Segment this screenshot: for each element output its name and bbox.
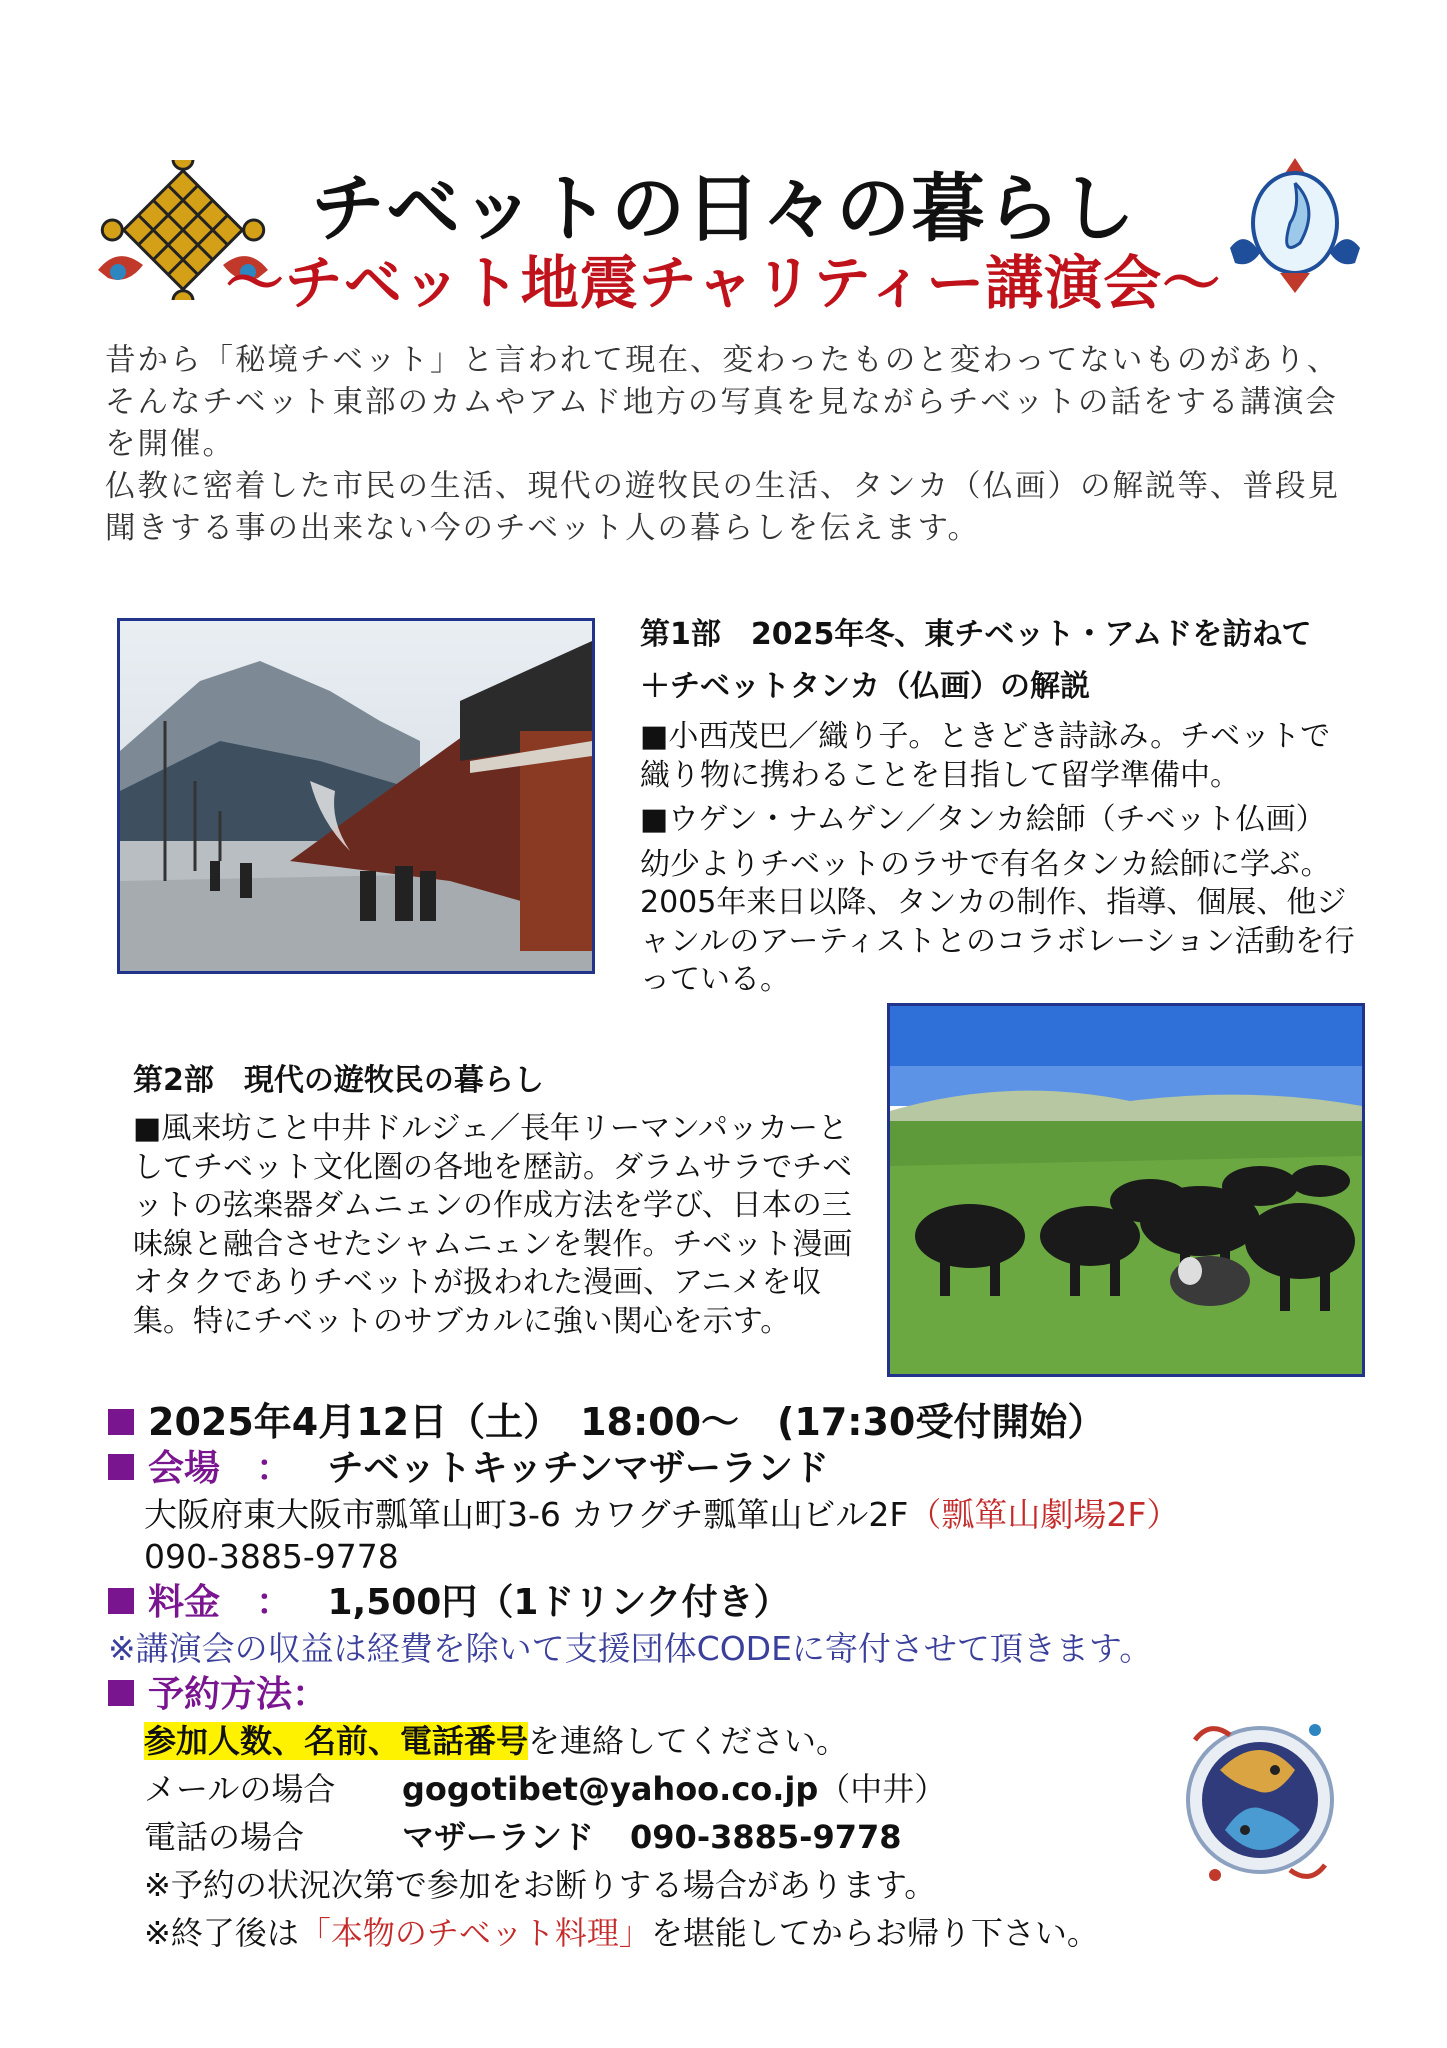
reservation-text: を連絡してください。 <box>528 1722 849 1760</box>
mail-label: メールの場合 <box>144 1770 336 1808</box>
bullet-icon <box>108 1409 134 1435</box>
note-food-highlight: 「本物のチベット料理」 <box>298 1914 651 1952</box>
part2-title: 第2部 現代の遊牧民の暮らし <box>133 1063 544 1098</box>
venue-phone: 090-3885-9778 <box>144 1537 399 1576</box>
note-food-post: を堪能してからお帰り下さい。 <box>650 1914 1099 1952</box>
intro-paragraph: 昔から「秘境チベット」と言われて現在、変わったものと変わってないものがあり、そんなチベット東部のカムやアムド地方の写真を見ながらチベットの話をする講演会を開催。 <box>105 343 1340 462</box>
fee-label: 料金 ： <box>148 1582 293 1623</box>
fee-value: 1,500円（1ドリンク付き） <box>327 1582 790 1623</box>
page-title: チベットの日々の暮らし <box>311 166 1136 252</box>
venue-address-note: （瓢箪山劇場2F） <box>908 1495 1180 1534</box>
speaker-description: ■風来坊こと中井ドルジェ／長年リーマンパッカーとしてチベット文化圏の各地を歴訪。ダラムサラでチベットの弦楽器ダムニェンの作成方法を学び、日本の三味線と融合させたシャムニェンを製作。チベット漫画オタクでありチベットが扱われた漫画、アニメを収集。特にチベットのサブカルに強い関心を示す。 <box>133 1111 853 1339</box>
venue-label: 会場 ： <box>148 1448 293 1489</box>
fee-row <box>108 1582 1368 1624</box>
venue-row <box>108 1448 1368 1490</box>
intro-paragraph: 仏教に密着した市民の生活、現代の遊牧民の生活、タンカ（仏画）の解説等、普段見聞きする事の出来ない今のチベット人の暮らしを伝えます。 <box>105 469 1340 546</box>
intro-text <box>105 340 1350 550</box>
venue-address-row <box>144 1494 1368 1536</box>
golden-fish-icon <box>1175 1700 1345 1900</box>
event-datetime: 2025年4月12日（土） 18:00～ (17:30受付開始） <box>148 1400 1106 1444</box>
venue-name: チベットキッチンマザーランド <box>327 1448 829 1489</box>
page-subtitle: ～チベット地震チャリティー講演会～ <box>225 249 1222 317</box>
bullet-icon <box>108 1454 134 1480</box>
monastery-photo <box>117 618 595 974</box>
mail-contact: （中井） <box>818 1770 947 1808</box>
note-food-pre: ※終了後は <box>144 1914 299 1952</box>
bullet-icon <box>108 1680 134 1706</box>
venue-address: 大阪府東大阪市瓢箪山町3-6 カワグチ瓢箪山ビル2F <box>144 1495 909 1534</box>
speaker-description: 幼少よりチベットのラサで有名タンカ絵師に学ぶ。2005年来日以降、タンカの制作、指導、個展、他ジャンルのアーティストとのコラボレーション活動を行っている。 <box>640 846 1355 997</box>
reservation-label: 予約方法： <box>148 1674 329 1715</box>
speaker-description: ■小西茂巴／織り子。ときどき詩詠み。チベットで織り物に携わることを目指して留学準備中。 <box>640 719 1331 793</box>
mail-address[interactable]: gogotibet@yahoo.co.jp <box>402 1770 819 1808</box>
tel-name: マザーランド <box>402 1818 595 1856</box>
tel-label: 電話の場合 <box>144 1818 305 1856</box>
part1-subtitle: ＋チベットタンカ（仏画）の解説 <box>640 669 1090 704</box>
part1-title: 第1部 2025年冬、東チベット・アムドを訪ねて <box>640 617 1312 652</box>
yak-photo <box>887 1003 1365 1377</box>
tel-number[interactable]: 090-3885-9778 <box>630 1818 902 1856</box>
reservation-highlight: 参加人数、名前、電話番号 <box>144 1722 529 1760</box>
note-decline: ※予約の状況次第で参加をお断りする場合があります。 <box>144 1866 937 1904</box>
note-food-row <box>144 1912 1368 1954</box>
event-datetime-row <box>108 1398 1368 1446</box>
bullet-icon <box>108 1588 134 1614</box>
charity-note: ※講演会の収益は経費を除いて支援団体CODEに寄付させて頂きます。 <box>108 1629 1153 1668</box>
speaker-name: ■ウゲン・ナムゲン／タンカ絵師（チベット仏画） <box>640 802 1326 837</box>
